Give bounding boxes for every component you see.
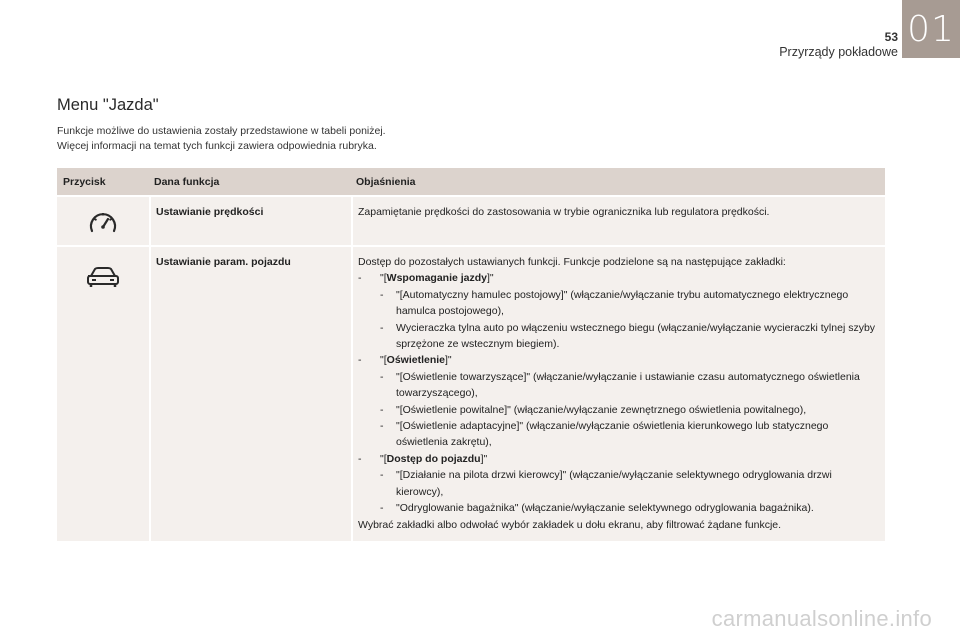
tab-group-name: Dostęp do pojazdu — [386, 452, 481, 465]
column-header-function: Dana funkcja — [154, 175, 220, 188]
section-title: Przyrządy pokładowe — [779, 45, 898, 59]
function-name: Ustawianie param. pojazdu — [149, 247, 351, 541]
watermark: carmanualsonline.info — [711, 606, 932, 631]
function-description: Zapamiętanie prędkości do zastosowania w trybie ogranicznika lub regulatora prędkości. — [351, 197, 885, 245]
list-item: - "[Oświetlenie adaptacyjne]" (włączanie/wyłączanie oświetlenia kierunkowego lub statycznego oświetlenia zakrętu), — [380, 420, 829, 449]
tab-group-name: Oświetlenie — [386, 354, 446, 367]
list-item: - "[Działanie na pilota drzwi kierowcy]" (włączanie/wyłączanie selektywnego odryglowania drzwi kierowcy), — [380, 469, 832, 498]
speedometer-icon — [88, 207, 118, 237]
description-outro: Wybrać zakładki albo odwołać wybór zakładek u dołu ekranu, aby filtrować żądane funkcje. — [358, 518, 782, 531]
list-item: - "Odryglowanie bagażnika" (włączanie/wyłączanie selektywnego odryglowania bagażnika). — [380, 502, 814, 515]
table-row — [57, 197, 885, 245]
list-item: - "[Oświetlenie towarzyszące]" (włączanie/wyłączanie i ustawianie czasu automatycznego oświetlenia towarzyszącego), — [380, 370, 860, 400]
page-number: 53 — [884, 30, 898, 44]
functions-table — [57, 168, 885, 541]
intro-line: Więcej informacji na temat tych funkcji zawiera odpowiednia rubryka. — [57, 140, 377, 152]
tab-group-name: Wspomaganie jazdy — [386, 272, 488, 285]
table-header-row — [57, 168, 885, 195]
column-header-description: Objaśnienia — [356, 175, 416, 188]
tab-group: - "[Wspomaganie jazdy]" — [358, 272, 494, 285]
list-item: - "[Automatyczny hamulec postojowy]" (włączanie/wyłączanie trybu automatycznego elektrycznego hamulca postojowego), — [380, 288, 849, 318]
car-icon — [85, 264, 121, 290]
tab-group: - "[Dostęp do pojazdu]" — [358, 452, 488, 465]
tab-group: - "[Oświetlenie]" — [358, 354, 452, 367]
list-item: - Wycieraczka tylna auto po włączeniu wstecznego biegu (włączanie/wyłączanie wycieraczki tylnej szyby sprzężone ze wstecznym biegiem). — [380, 321, 876, 351]
chapter-badge: 01 — [902, 0, 960, 58]
page-title: Menu "Jazda" — [57, 96, 159, 114]
function-name: Ustawianie prędkości — [149, 197, 351, 245]
table-row — [57, 247, 885, 541]
intro-line: Funkcje możliwe do ustawienia zostały przedstawione w tabeli poniżej. — [57, 125, 386, 137]
function-description — [351, 247, 885, 541]
description-intro: Dostęp do pozostałych ustawianych funkcji. Funkcje podzielone są na następujące zakładki: — [358, 256, 786, 268]
column-header-button: Przycisk — [63, 175, 106, 188]
list-item: - "[Oświetlenie powitalne]" (włączanie/wyłączanie zewnętrznego oświetlenia powitalnego), — [380, 403, 807, 416]
